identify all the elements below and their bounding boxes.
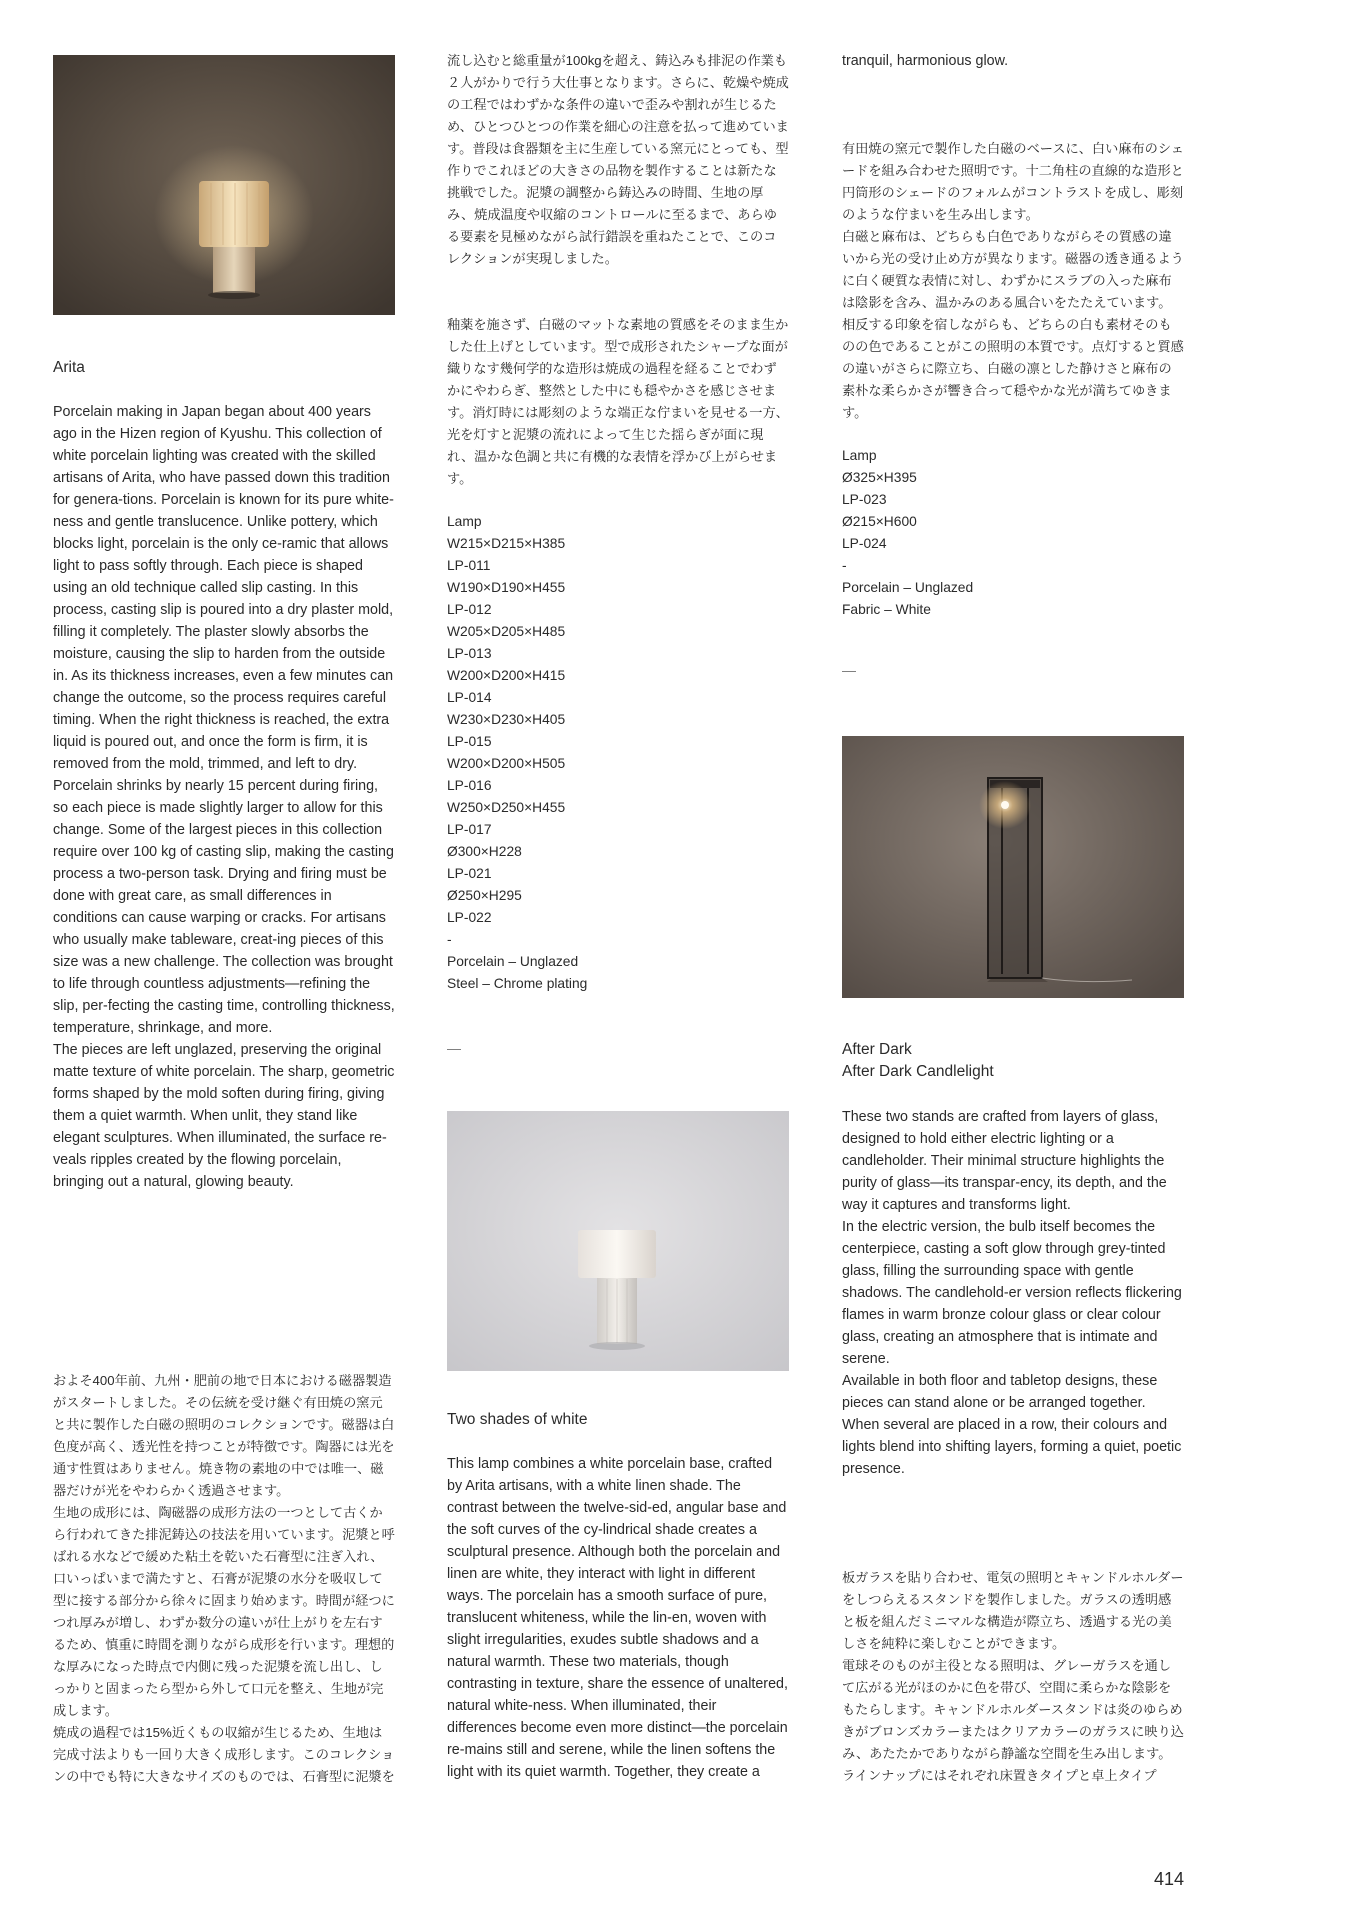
two-shades-english-text xyxy=(447,1453,789,1783)
spec-line: Porcelain – Unglazed xyxy=(447,954,579,969)
spec-line: W250×D250×H455 xyxy=(447,800,566,815)
spec-line: LP-012 xyxy=(447,602,492,617)
two-shades-japanese-text xyxy=(842,138,1184,424)
after-dark-jp-paragraph: 電球そのものが主役となる照明は、グレーガラスを通して広がる光がほのかに色を帯び、空間に柔らかな陰影をもたらします。キャンドルホルダースタンドは炎のゆらめきがブロンズカラーまたはクリアカラーのガラスに映り込み、あたたかでありながら静謐な空間を生み出します。 xyxy=(842,1658,1184,1761)
spec-line: LP-021 xyxy=(447,866,492,881)
after-dark-stand-photo xyxy=(842,736,1184,998)
spec-line: Porcelain – Unglazed xyxy=(842,580,974,595)
spec-line: LP-017 xyxy=(447,822,492,837)
arita-en-paragraph: Porcelain shrinks by nearly 15 percent during firing, so each piece is made slightly larger to allow for this change. Some of the largest pieces in this collection require over 100 kg of casting slip, making the casting process a two-person task. Drying and firing must be done with great care, as small differences in conditions can cause warping or cracks. For artisans who usually make tableware, creat-ing pieces of this size was a new challenge. The collection was brought to life through countless adjustments—refining the slip, per-fecting the casting time, controlling thickness, temperature, shrinkage, and more. xyxy=(53,778,395,1036)
after-dark-en-paragraph: In the electric version, the bulb itself becomes the centerpiece, casting a soft glow through grey-tinted glass, filling the surrounding space with gentle shadows. The candlehold-er version reflects flickering flames in warm bronze colour glass or clear colour glass, creating an atmosphere that is intimate and serene. xyxy=(842,1219,1182,1367)
arita-jp-paragraph: 釉薬を施さず、白磁のマットな素地の質感をそのまま生かした仕上げとしています。型で成形されたシャープな面が織りなす幾何学的な造形は焼成の過程を経ることでわずかにやわらぎ、整然とした中にも穏やかさを感じさせます。消灯時には彫刻のような端正な佇まいを見せる一方、光を灯すと泥漿の流れによって生じた揺らぎが面に現れ、温かな色調と共に有機的な表情を浮かび上がらせます。 xyxy=(447,317,789,486)
spec-line: LP-022 xyxy=(447,910,492,925)
arita-english-text xyxy=(53,401,395,1193)
spec-line: Ø325×H395 xyxy=(842,470,917,485)
spec-line: Ø250×H295 xyxy=(447,888,522,903)
spec-line: LP-015 xyxy=(447,734,492,749)
two-shades-english-continued xyxy=(842,50,1184,116)
after-dark-japanese-text xyxy=(842,1567,1184,1787)
section-divider: — xyxy=(842,662,856,678)
arita-lamp-photo xyxy=(53,55,395,315)
two-shades-en-continuation: tranquil, harmonious glow. xyxy=(842,53,1009,69)
spec-line: - xyxy=(842,558,847,573)
arita-jp-continuation xyxy=(447,50,789,314)
spec-line: - xyxy=(447,932,452,947)
spec-line: W200×D200×H505 xyxy=(447,756,566,771)
spec-line: W230×D230×H405 xyxy=(447,712,566,727)
spec-line: LP-011 xyxy=(447,558,491,573)
two-shades-jp-paragraph: 有田焼の窯元で製作した白磁のベースに、白い麻布のシェードを組み合わせた照明です。十二角柱の直線的な造形と円筒形のシェードのフォルムがコントラストを成し、彫刻のような佇まいを生み出します。 xyxy=(842,141,1184,222)
spec-line: LP-016 xyxy=(447,778,492,793)
arita-jp-continuation-text: 流し込むと総重量が100kgを超え、鋳込みも排泥の作業も２人がかりで行う大仕事となります。さらに、乾燥や焼成の工程ではわずかな条件の違いで歪みや割れが生じるため、ひとつひとつの作業を細心の注意を払って進めています。普段は食器類を主に生産している窯元にとっても、型作りでこれほどの大きさの品物を製作することは新たな挑戦でした。泥漿の調整から鋳込みの時間、生地の厚み、焼成温度や収縮のコントロールに至るまで、あらゆる要素を見極めながら試行錯誤を重ねたことで、このコレクションが実現しました。 xyxy=(447,53,789,266)
arita-heading: Arita xyxy=(53,359,85,376)
two-shades-lamp-photo xyxy=(447,1111,789,1371)
arita-spec-list xyxy=(447,511,789,995)
after-dark-jp-paragraph: 板ガラスを貼り合わせ、電気の照明とキャンドルホルダーをしつらえるスタンドを製作しました。ガラスの透明感と板を組んだミニマルな構造が際立ち、透過する光の美しさを純粋に楽しむことができます。 xyxy=(842,1570,1184,1651)
after-dark-en-paragraph: Available in both floor and tabletop designs, these pieces can stand alone or be arranged together. When several are placed in a row, their colours and lights blend into shifting layers, forming a quiet, poetic presence. xyxy=(842,1373,1182,1477)
arita-en-paragraph: The pieces are left unglazed, preserving the original matte texture of white porcelain. The sharp, geometric forms shaped by the mold soften during firing, giving them a quiet warmth. When unlit, they stand like elegant sculptures. When illuminated, the surface re-veals ripples created by the flowing porcelain, bringing out a natural, glowing beauty. xyxy=(53,1042,395,1190)
two-shades-jp-paragraph: 白磁と麻布は、どちらも白色でありながらその質感の違いから光の受け止め方が異なります。磁器の透き通るように白く硬質な表情に対し、わずかにスラブの入った麻布は陰影を含み、温かみのある風合いをたたえています。相反する印象を宿しながらも、どちらの白も素材そのものの色であることがこの照明の本質です。点灯すると質感の違いがさらに際立ち、白磁の凛とした静けさと麻布の素朴な柔らかさが響き合って穏やかな光が満ちてゆきます。 xyxy=(842,229,1184,420)
spec-line: LP-013 xyxy=(447,646,492,661)
after-dark-heading: After Dark xyxy=(842,1041,912,1058)
two-shades-spec-list xyxy=(842,445,1184,621)
spec-line: LP-023 xyxy=(842,492,887,507)
spec-line: W200×D200×H415 xyxy=(447,668,566,683)
spec-line: W190×D190×H455 xyxy=(447,580,566,595)
spec-line: Fabric – White xyxy=(842,602,931,617)
two-shades-en-paragraph: This lamp combines a white porcelain base, crafted by Arita artisans, with a white linen shade. The contrast between the twelve-sid-ed, angular base and the soft curves of the cy-lindrical shade creates a sculptural presence. Although both the porcelain and linen are white, they interact with light in different ways. The porcelain has a smooth surface of pure, translucent whiteness, while the lin-en, woven with slight irregularities, exudes subtle shadows and a natural warmth. These two materials, though contrasting in texture, share the essence of unaltered, natural white-ness. When illuminated, their differences become even more distinct—the porcelain re-mains still and serene, while the linen softens the light with its quiet warmth. Together, they create a xyxy=(447,1456,788,1780)
section-divider: — xyxy=(447,1040,461,1056)
two-shades-heading: Two shades of white xyxy=(447,1411,588,1428)
after-dark-jp-paragraph: ラインナップにはそれぞれ床置きタイプと卓上タイプ xyxy=(842,1768,1157,1783)
after-dark-candlelight-heading: After Dark Candlelight xyxy=(842,1063,994,1080)
arita-japanese-text xyxy=(53,1370,395,1788)
spec-line: Lamp xyxy=(842,448,877,463)
arita-jp-paragraph: およそ400年前、九州・肥前の地で日本における磁器製造がスタートしました。その伝統を受け継ぐ有田焼の窯元と共に製作した白磁の照明のコレクションです。磁器は白色度が高く、透光性を持つことが特徴です。陶器には光を通す性質はありません。焼き物の素地の中では唯一、磁器だけが光をやわらかく透過させます。 xyxy=(53,1373,395,1498)
arita-en-paragraph: Porcelain making in Japan began about 400 years ago in the Hizen region of Kyushu. This collection of white porcelain lighting was created with the skilled artisans of Arita, who have passed down this tradition for genera-tions. Porcelain is known for its pure white-ness and gentle translucence. Unlike pottery, which blocks light, porcelain is the only ce-ramic that allows light to pass softly through. Each piece is shaped using an old technique called slip casting. In this process, casting slip is poured into a dry plaster mold, filling it completely. The plaster slowly absorbs the moisture, causing the slip to harden from the outside in. As its thickness increases, even a few minutes can change the outcome, so the process requires careful timing. When the right thickness is reached, the extra liquid is poured out, and once the form is firm, it is removed from the mold, trimmed, and left to dry. xyxy=(53,404,394,772)
after-dark-english-text xyxy=(842,1106,1184,1480)
page-number: 414 xyxy=(1153,1869,1184,1889)
spec-line: Steel – Chrome plating xyxy=(447,976,588,991)
spec-line: LP-024 xyxy=(842,536,887,551)
spec-line: W215×D215×H385 xyxy=(447,536,566,551)
arita-jp-paragraph: 生地の成形には、陶磁器の成形方法の一つとして古くから行われてきた排泥鋳込の技法を用いています。泥漿と呼ばれる水などで緩めた粘土を乾いた石膏型に注ぎ入れ、口いっぱいまで満たすと、石膏が泥漿の水分を吸収して型に接する部分から徐々に固まり始めます。時間が経つにつれ厚みが増し、わずか数分の違いが仕上がりを左右するため、慎重に時間を測りながら成形を行います。理想的な厚みになった時点で内側に残った泥漿を流し出し、しっかりと固まったら型から外して口元を整え、生地が完成します。 xyxy=(53,1505,395,1718)
arita-jp-paragraph-continued: 焼成の過程では15%近くもの収縮が生じるため、生地は完成寸法よりも一回り大きく成形します。このコレクションの中でも特に大きなサイズのものでは、石膏型に泥漿を xyxy=(53,1725,395,1784)
spec-line: LP-014 xyxy=(447,690,492,705)
spec-line: Ø215×H600 xyxy=(842,514,917,529)
spec-line: Ø300×H228 xyxy=(447,844,522,859)
after-dark-en-paragraph: These two stands are crafted from layers of glass, designed to hold either electric lighting or a candleholder. Their minimal structure highlights the purity of glass—its transpar-ency, its depth, and the way it captures and transforms light. xyxy=(842,1109,1167,1213)
spec-line: W205×D205×H485 xyxy=(447,624,566,639)
arita-japanese-continued xyxy=(447,50,789,490)
spec-line: Lamp xyxy=(447,514,482,529)
